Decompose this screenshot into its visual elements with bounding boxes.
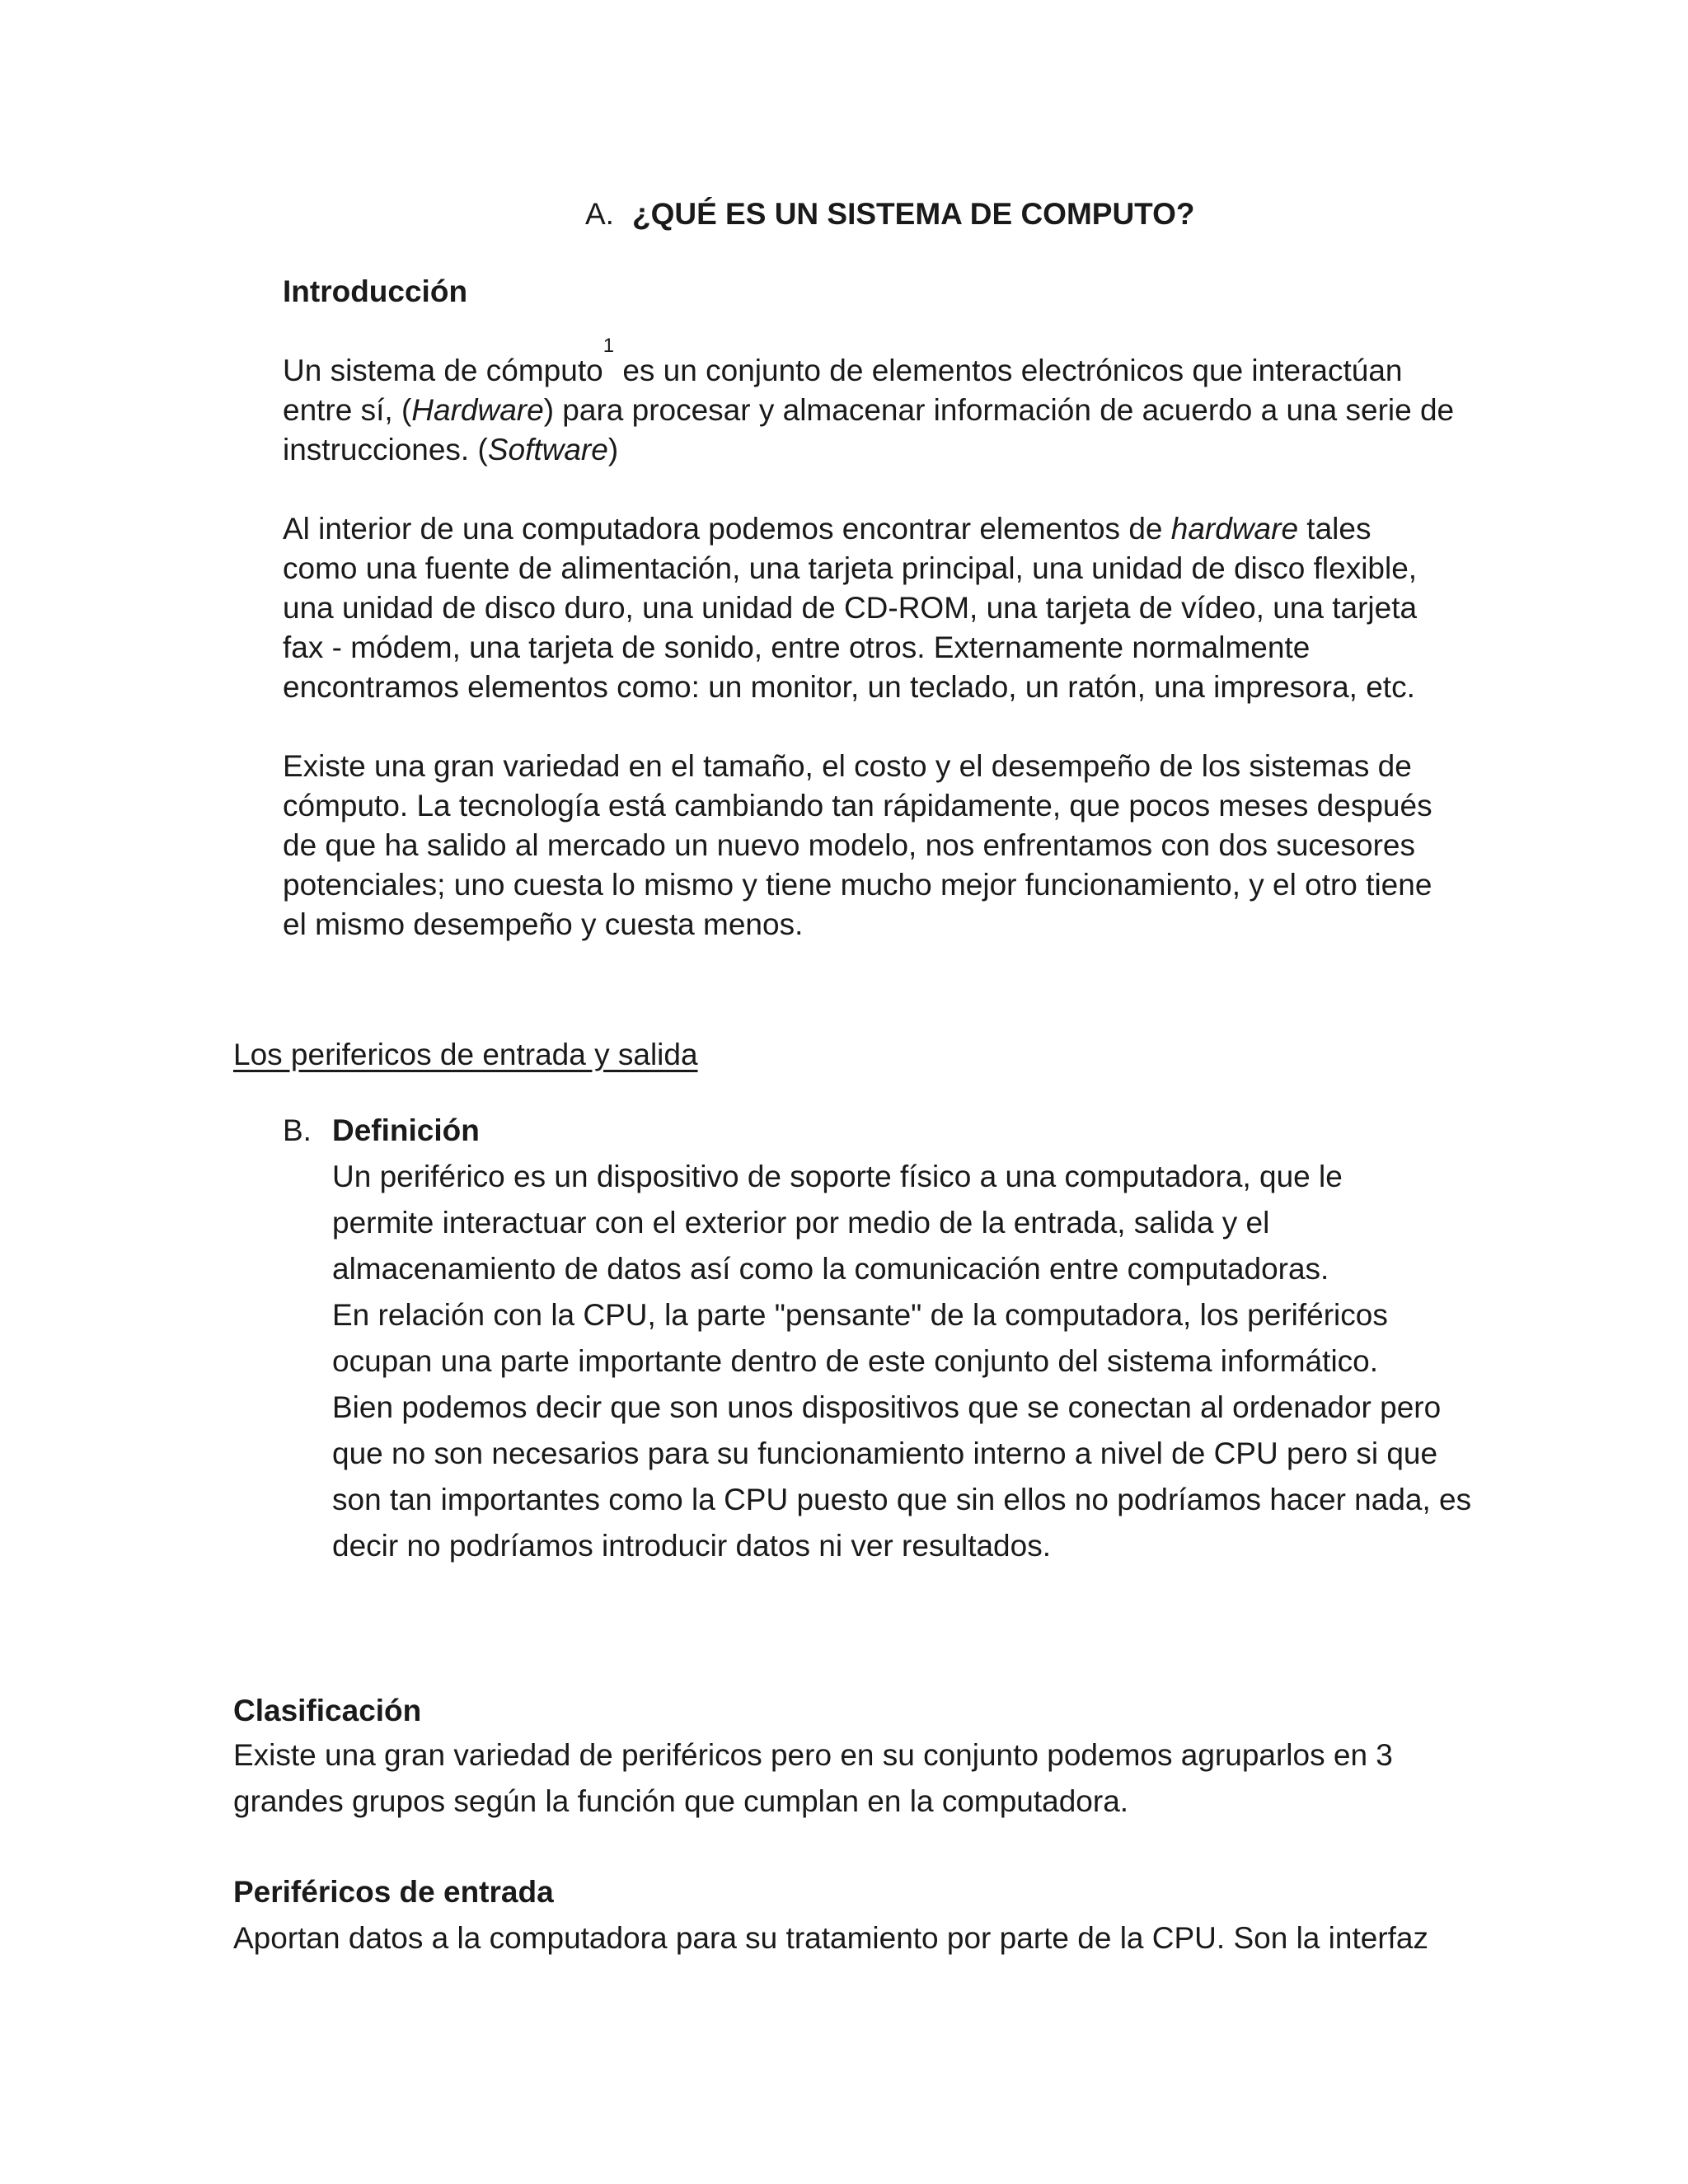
intro-p1-l2-b: ) para procesar y almacenar información de acuerdo a una serie de: [543, 393, 1455, 427]
hardware-term-2: hardware: [1170, 512, 1299, 546]
definicion-line-4: En relación con la CPU, la parte "pensante" de la computadora, los periféricos: [332, 1298, 1388, 1332]
clasificacion-line-1: Existe una gran variedad de periféricos pero en su conjunto podemos agruparlos en 3: [233, 1738, 1393, 1772]
intro-p1-text-b: es un conjunto de elementos electrónicos que interactúan: [614, 354, 1403, 387]
entrada-heading: Periféricos de entrada: [233, 1875, 554, 1909]
definicion-line-7: que no son necesarios para su funcionamiento interno a nivel de CPU pero si que: [332, 1436, 1438, 1470]
intro-p1-l3-b: ): [607, 433, 619, 466]
definicion-line-3: almacenamiento de datos así como la comunicación entre computadoras.: [332, 1252, 1329, 1286]
intro-p1-line-3: [283, 430, 618, 470]
software-term: Software: [487, 433, 608, 466]
definicion-line-9: decir no podríamos introducir datos ni ver resultados.: [332, 1529, 1051, 1563]
intro-p2-line-1: [283, 509, 1371, 549]
page-title: ¿QUÉ ES UN SISTEMA DE COMPUTO?: [632, 197, 1195, 231]
intro-p1-l2-a: entre sí, (: [283, 393, 412, 427]
definicion-line-5: ocupan una parte importante dentro de este conjunto del sistema informático.: [332, 1344, 1379, 1378]
definicion-line-2: permite interactuar con el exterior por medio de la entrada, salida y el: [332, 1206, 1270, 1240]
definicion-line-8: son tan importantes como la CPU puesto que sin ellos no podríamos hacer nada, es: [332, 1483, 1472, 1516]
intro-p3-line-3: de que ha salido al mercado un nuevo modelo, nos enfrentamos con dos sucesores: [283, 828, 1415, 862]
section-title-perifericos: Los perifericos de entrada y salida: [233, 1038, 698, 1071]
intro-p2-l1-b: tales: [1298, 512, 1372, 546]
intro-p3-line-5: el mismo desempeño y cuesta menos.: [283, 907, 804, 941]
intro-p1-line-2: [283, 391, 1454, 430]
entrada-line-1: Aportan datos a la computadora para su tratamiento por parte de la CPU. Son la interfaz: [233, 1921, 1428, 1955]
intro-p2-line-4: fax - módem, una tarjeta de sonido, entre otros. Externamente normalmente: [283, 630, 1311, 664]
footnote-ref: 1: [603, 335, 615, 357]
intro-p1-text-a: Un sistema de cómputo: [283, 354, 603, 387]
intro-p3-line-4: potenciales; uno cuesta lo mismo y tiene mucho mejor funcionamiento, y el otro tiene: [283, 868, 1432, 902]
definicion-marker: B.: [283, 1113, 312, 1147]
intro-p1-line-1: [283, 335, 1403, 391]
intro-p2-l1-a: Al interior de una computadora podemos encontrar elementos de: [283, 512, 1171, 546]
intro-p2-line-2: como una fuente de alimentación, una tarjeta principal, una unidad de disco flexible,: [283, 551, 1418, 585]
definicion-line-1: Un periférico es un dispositivo de soporte físico a una computadora, que le: [332, 1160, 1343, 1193]
heading-marker: A.: [585, 197, 614, 231]
intro-heading: Introducción: [283, 274, 468, 308]
definicion-heading: Definición: [332, 1113, 480, 1147]
clasificacion-heading: Clasificación: [233, 1694, 422, 1727]
intro-p2-line-3: una unidad de disco duro, una unidad de CD-ROM, una tarjeta de vídeo, una tarjeta: [283, 591, 1418, 625]
intro-p1-l3-a: instrucciones. (: [283, 433, 488, 466]
hardware-term: Hardware: [411, 393, 544, 427]
clasificacion-line-2: grandes grupos según la función que cumplan en la computadora.: [233, 1784, 1129, 1818]
intro-p2-line-5: encontramos elementos como: un monitor, un teclado, un ratón, una impresora, etc.: [283, 670, 1415, 704]
intro-p3-line-2: cómputo. La tecnología está cambiando tan rápidamente, que pocos meses después: [283, 789, 1432, 823]
intro-p3-line-1: Existe una gran variedad en el tamaño, el costo y el desempeño de los sistemas de: [283, 749, 1412, 783]
definicion-line-6: Bien podemos decir que son unos dispositivos que se conectan al ordenador pero: [332, 1390, 1442, 1424]
